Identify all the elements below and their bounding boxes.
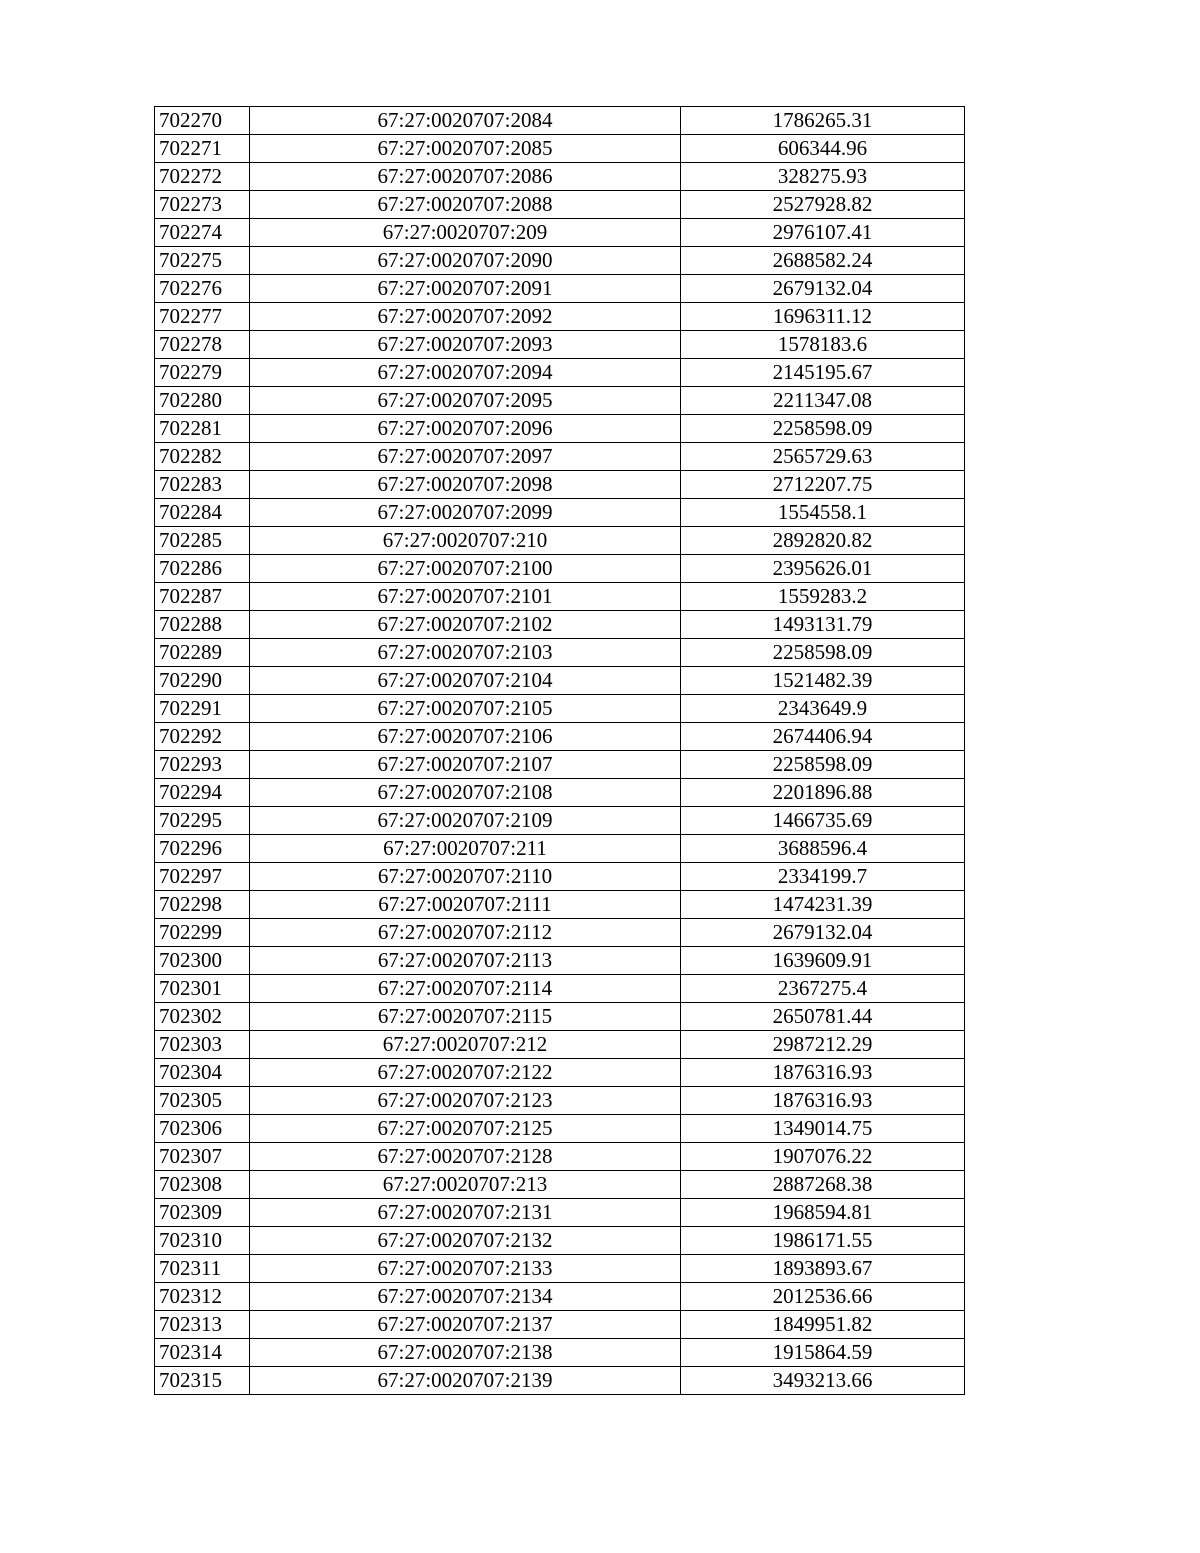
cadastral-number-cell: 67:27:0020707:2110 [250,863,681,891]
row-number-cell: 702282 [155,443,250,471]
row-number-cell: 702286 [155,555,250,583]
table-row [155,1199,965,1227]
table-row [155,723,965,751]
row-number-cell: 702287 [155,583,250,611]
row-number-cell: 702276 [155,275,250,303]
table-body [155,107,965,1395]
cadastral-value-cell: 1893893.67 [681,1255,965,1283]
cadastral-value-cell: 2712207.75 [681,471,965,499]
row-number-cell: 702314 [155,1339,250,1367]
row-number-cell: 702288 [155,611,250,639]
row-number-cell: 702289 [155,639,250,667]
cadastral-value-cell: 2887268.38 [681,1171,965,1199]
cadastral-value-cell: 1559283.2 [681,583,965,611]
cadastral-value-cell: 3493213.66 [681,1367,965,1395]
table-row [155,1143,965,1171]
table-row [155,1227,965,1255]
cadastral-value-cell: 1521482.39 [681,667,965,695]
cadastral-number-cell: 67:27:0020707:2112 [250,919,681,947]
cadastral-value-cell: 1968594.81 [681,1199,965,1227]
row-number-cell: 702281 [155,415,250,443]
table-row [155,751,965,779]
row-number-cell: 702302 [155,1003,250,1031]
cadastral-number-cell: 67:27:0020707:2139 [250,1367,681,1395]
cadastral-value-cell: 2343649.9 [681,695,965,723]
table-row [155,527,965,555]
row-number-cell: 702283 [155,471,250,499]
row-number-cell: 702304 [155,1059,250,1087]
cadastral-number-cell: 67:27:0020707:2133 [250,1255,681,1283]
table-row [155,247,965,275]
row-number-cell: 702310 [155,1227,250,1255]
cadastral-number-cell: 67:27:0020707:2085 [250,135,681,163]
cadastral-value-cell: 2145195.67 [681,359,965,387]
row-number-cell: 702279 [155,359,250,387]
cadastral-number-cell: 67:27:0020707:2132 [250,1227,681,1255]
cadastral-number-cell: 67:27:0020707:2113 [250,947,681,975]
cadastral-value-cell: 1876316.93 [681,1087,965,1115]
cadastral-value-cell: 2679132.04 [681,919,965,947]
cadastral-value-cell: 1876316.93 [681,1059,965,1087]
table-row [155,275,965,303]
table-row [155,583,965,611]
cadastral-number-cell: 67:27:0020707:209 [250,219,681,247]
row-number-cell: 702275 [155,247,250,275]
cadastral-number-cell: 67:27:0020707:2091 [250,275,681,303]
table-row [155,975,965,1003]
row-number-cell: 702284 [155,499,250,527]
cadastral-value-cell: 2976107.41 [681,219,965,247]
cadastral-value-cell: 2258598.09 [681,751,965,779]
row-number-cell: 702308 [155,1171,250,1199]
cadastral-number-cell: 67:27:0020707:212 [250,1031,681,1059]
cadastral-value-cell: 328275.93 [681,163,965,191]
cadastral-number-cell: 67:27:0020707:2095 [250,387,681,415]
cadastral-value-cell: 3688596.4 [681,835,965,863]
cadastral-value-cell: 606344.96 [681,135,965,163]
table-row [155,135,965,163]
cadastral-value-cell: 1907076.22 [681,1143,965,1171]
table-row [155,891,965,919]
row-number-cell: 702278 [155,331,250,359]
row-number-cell: 702294 [155,779,250,807]
table-row [155,191,965,219]
table-row [155,1087,965,1115]
table-row [155,1059,965,1087]
cadastral-value-cell: 1786265.31 [681,107,965,135]
table-row [155,443,965,471]
cadastral-value-cell: 2367275.4 [681,975,965,1003]
row-number-cell: 702309 [155,1199,250,1227]
cadastral-value-cell: 1578183.6 [681,331,965,359]
cadastral-number-cell: 67:27:0020707:2088 [250,191,681,219]
cadastral-number-cell: 67:27:0020707:213 [250,1171,681,1199]
cadastral-number-cell: 67:27:0020707:2090 [250,247,681,275]
cadastral-value-cell: 2258598.09 [681,639,965,667]
row-number-cell: 702301 [155,975,250,1003]
row-number-cell: 702303 [155,1031,250,1059]
cadastral-number-cell: 67:27:0020707:2109 [250,807,681,835]
cadastral-number-cell: 67:27:0020707:2115 [250,1003,681,1031]
row-number-cell: 702300 [155,947,250,975]
table-row [155,359,965,387]
cadastral-number-cell: 67:27:0020707:2111 [250,891,681,919]
row-number-cell: 702291 [155,695,250,723]
cadastral-number-cell: 67:27:0020707:2098 [250,471,681,499]
table-row [155,107,965,135]
cadastral-value-cell: 1474231.39 [681,891,965,919]
cadastral-number-cell: 67:27:0020707:2086 [250,163,681,191]
cadastral-value-cell: 1639609.91 [681,947,965,975]
cadastral-value-cell: 2650781.44 [681,1003,965,1031]
table-row [155,807,965,835]
cadastral-number-cell: 67:27:0020707:2122 [250,1059,681,1087]
cadastral-value-table [154,106,965,1395]
cadastral-number-cell: 67:27:0020707:2096 [250,415,681,443]
cadastral-number-cell: 67:27:0020707:2114 [250,975,681,1003]
table-row [155,863,965,891]
row-number-cell: 702277 [155,303,250,331]
table-row [155,919,965,947]
cadastral-number-cell: 67:27:0020707:2106 [250,723,681,751]
table-row [155,1171,965,1199]
row-number-cell: 702299 [155,919,250,947]
row-number-cell: 702280 [155,387,250,415]
cadastral-number-cell: 67:27:0020707:2094 [250,359,681,387]
table-row [155,331,965,359]
cadastral-number-cell: 67:27:0020707:2131 [250,1199,681,1227]
table-row [155,779,965,807]
cadastral-number-cell: 67:27:0020707:2123 [250,1087,681,1115]
table-row [155,471,965,499]
cadastral-value-cell: 2012536.66 [681,1283,965,1311]
row-number-cell: 702307 [155,1143,250,1171]
cadastral-value-cell: 1915864.59 [681,1339,965,1367]
cadastral-value-cell: 1349014.75 [681,1115,965,1143]
table-row [155,639,965,667]
cadastral-number-cell: 67:27:0020707:2107 [250,751,681,779]
cadastral-value-cell: 2201896.88 [681,779,965,807]
table-row [155,667,965,695]
cadastral-value-cell: 1696311.12 [681,303,965,331]
cadastral-number-cell: 67:27:0020707:2093 [250,331,681,359]
row-number-cell: 702296 [155,835,250,863]
row-number-cell: 702274 [155,219,250,247]
cadastral-number-cell: 67:27:0020707:2092 [250,303,681,331]
cadastral-value-cell: 1554558.1 [681,499,965,527]
cadastral-number-cell: 67:27:0020707:2128 [250,1143,681,1171]
table-row [155,415,965,443]
row-number-cell: 702292 [155,723,250,751]
cadastral-value-cell: 2892820.82 [681,527,965,555]
cadastral-value-cell: 2674406.94 [681,723,965,751]
row-number-cell: 702295 [155,807,250,835]
table-row [155,499,965,527]
row-number-cell: 702293 [155,751,250,779]
cadastral-value-cell: 2565729.63 [681,443,965,471]
table-row [155,695,965,723]
cadastral-value-cell: 2211347.08 [681,387,965,415]
table-row [155,303,965,331]
row-number-cell: 702297 [155,863,250,891]
row-number-cell: 702272 [155,163,250,191]
table-row [155,1339,965,1367]
row-number-cell: 702271 [155,135,250,163]
cadastral-value-cell: 2987212.29 [681,1031,965,1059]
cadastral-number-cell: 67:27:0020707:2099 [250,499,681,527]
table-row [155,1115,965,1143]
row-number-cell: 702273 [155,191,250,219]
cadastral-number-cell: 67:27:0020707:2125 [250,1115,681,1143]
table-row [155,1255,965,1283]
cadastral-number-cell: 67:27:0020707:2103 [250,639,681,667]
row-number-cell: 702290 [155,667,250,695]
table-row [155,219,965,247]
cadastral-number-cell: 67:27:0020707:2101 [250,583,681,611]
table-row [155,163,965,191]
table-row [155,1283,965,1311]
row-number-cell: 702306 [155,1115,250,1143]
cadastral-value-cell: 2258598.09 [681,415,965,443]
table-row [155,1003,965,1031]
cadastral-number-cell: 67:27:0020707:2105 [250,695,681,723]
cadastral-number-cell: 67:27:0020707:2097 [250,443,681,471]
cadastral-value-cell: 2334199.7 [681,863,965,891]
row-number-cell: 702312 [155,1283,250,1311]
table-row [155,835,965,863]
cadastral-value-cell: 2688582.24 [681,247,965,275]
cadastral-number-cell: 67:27:0020707:2102 [250,611,681,639]
cadastral-number-cell: 67:27:0020707:2104 [250,667,681,695]
cadastral-number-cell: 67:27:0020707:2084 [250,107,681,135]
cadastral-value-cell: 1466735.69 [681,807,965,835]
table-row [155,1311,965,1339]
cadastral-number-cell: 67:27:0020707:2134 [250,1283,681,1311]
cadastral-number-cell: 67:27:0020707:210 [250,527,681,555]
row-number-cell: 702313 [155,1311,250,1339]
row-number-cell: 702270 [155,107,250,135]
cadastral-value-cell: 1849951.82 [681,1311,965,1339]
cadastral-number-cell: 67:27:0020707:2138 [250,1339,681,1367]
table-row [155,387,965,415]
cadastral-value-cell: 1493131.79 [681,611,965,639]
row-number-cell: 702315 [155,1367,250,1395]
table-row [155,555,965,583]
cadastral-number-cell: 67:27:0020707:2137 [250,1311,681,1339]
row-number-cell: 702298 [155,891,250,919]
cadastral-number-cell: 67:27:0020707:2100 [250,555,681,583]
cadastral-value-cell: 2395626.01 [681,555,965,583]
cadastral-value-cell: 1986171.55 [681,1227,965,1255]
row-number-cell: 702285 [155,527,250,555]
row-number-cell: 702311 [155,1255,250,1283]
table-row [155,947,965,975]
row-number-cell: 702305 [155,1087,250,1115]
cadastral-number-cell: 67:27:0020707:211 [250,835,681,863]
table-row [155,1031,965,1059]
cadastral-value-cell: 2527928.82 [681,191,965,219]
table-row [155,611,965,639]
table-row [155,1367,965,1395]
cadastral-value-cell: 2679132.04 [681,275,965,303]
cadastral-number-cell: 67:27:0020707:2108 [250,779,681,807]
